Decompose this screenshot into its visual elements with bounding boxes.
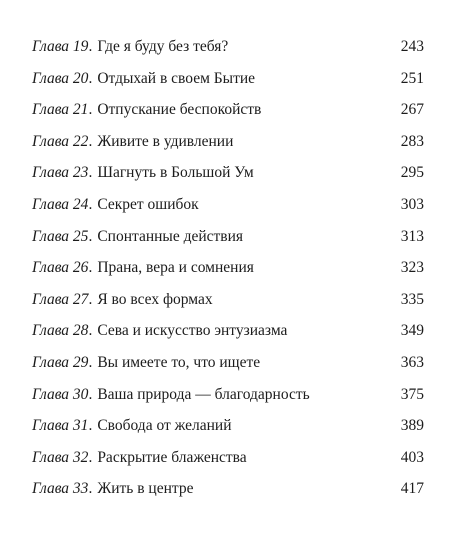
toc-entry[interactable] xyxy=(32,162,424,194)
chapter-separator: . xyxy=(88,322,93,340)
page-number: 335 xyxy=(400,290,424,308)
chapter-label: Глава 31 xyxy=(32,417,89,435)
chapter-separator: . xyxy=(88,290,93,308)
toc-entry[interactable] xyxy=(32,194,424,226)
toc-entry-heading xyxy=(32,131,233,153)
chapter-title: Спонтанные действия xyxy=(97,227,244,245)
chapter-title: Сева и искусство энтузиазма xyxy=(97,322,288,340)
toc-entry-heading xyxy=(32,447,247,469)
chapter-title: Вы имеете то, что ищете xyxy=(97,353,261,371)
chapter-title: Ваша природа — благодарность xyxy=(97,385,310,403)
toc-entry-heading xyxy=(32,68,255,90)
chapter-label: Глава 25 xyxy=(32,227,89,245)
chapter-separator: . xyxy=(88,259,93,277)
toc-entry-heading xyxy=(32,352,260,374)
toc-entry[interactable] xyxy=(32,384,424,416)
page-number: 251 xyxy=(400,69,424,87)
toc-entry[interactable] xyxy=(32,478,424,510)
chapter-label: Глава 33 xyxy=(32,480,89,498)
page-number: 303 xyxy=(400,195,424,213)
toc-entry[interactable] xyxy=(32,447,424,479)
page-number: 363 xyxy=(400,353,424,371)
chapter-separator: . xyxy=(88,132,93,150)
page-number: 389 xyxy=(400,417,424,435)
toc-entry-heading xyxy=(32,99,261,121)
chapter-separator: . xyxy=(88,353,93,371)
toc-entry-heading xyxy=(32,36,228,58)
chapter-separator: . xyxy=(88,101,93,119)
chapter-label: Глава 24 xyxy=(32,195,89,213)
table-of-contents xyxy=(32,36,424,510)
chapter-title: Секрет ошибок xyxy=(97,195,199,213)
page-number: 295 xyxy=(400,164,424,182)
toc-entry-heading xyxy=(32,226,243,248)
chapter-label: Глава 21 xyxy=(32,101,89,119)
chapter-separator: . xyxy=(88,417,93,435)
toc-entry[interactable] xyxy=(32,415,424,447)
chapter-label: Глава 27 xyxy=(32,290,89,308)
page-number: 349 xyxy=(400,322,424,340)
chapter-title: Свобода от желаний xyxy=(97,417,232,435)
toc-entry[interactable] xyxy=(32,352,424,384)
chapter-separator: . xyxy=(88,195,93,213)
chapter-title: Отдыхай в своем Бытие xyxy=(97,69,256,87)
toc-entry-heading xyxy=(32,415,232,437)
chapter-separator: . xyxy=(88,69,93,87)
toc-entry-heading xyxy=(32,257,254,279)
chapter-title: Отпускание беспокойств xyxy=(97,101,262,119)
toc-entry[interactable] xyxy=(32,226,424,258)
toc-entry-heading xyxy=(32,194,199,216)
chapter-title: Жить в центре xyxy=(97,480,194,498)
chapter-separator: . xyxy=(88,385,93,403)
chapter-label: Глава 26 xyxy=(32,259,89,277)
page-number: 283 xyxy=(400,132,424,150)
toc-entry[interactable] xyxy=(32,36,424,68)
chapter-title: Я во всех формах xyxy=(97,290,213,308)
toc-entry-heading xyxy=(32,320,287,342)
chapter-label: Глава 32 xyxy=(32,448,89,466)
chapter-title: Живите в удивлении xyxy=(97,132,234,150)
page-number: 313 xyxy=(400,227,424,245)
toc-entry-heading xyxy=(32,384,310,406)
chapter-label: Глава 30 xyxy=(32,385,89,403)
toc-entry-heading xyxy=(32,162,254,184)
chapter-title: Где я буду без тебя? xyxy=(97,38,229,55)
page-number: 403 xyxy=(400,448,424,466)
toc-entry-heading xyxy=(32,289,213,311)
page-number: 417 xyxy=(400,480,424,498)
toc-entry[interactable] xyxy=(32,131,424,163)
chapter-label: Глава 22 xyxy=(32,132,89,150)
chapter-label: Глава 20 xyxy=(32,69,89,87)
toc-entry[interactable] xyxy=(32,99,424,131)
page-number: 243 xyxy=(400,38,424,55)
chapter-title: Раскрытие блаженства xyxy=(97,448,247,466)
toc-entry-heading xyxy=(32,478,193,500)
chapter-label: Глава 23 xyxy=(32,164,89,182)
chapter-separator: . xyxy=(88,227,93,245)
chapter-title: Прана, вера и сомнения xyxy=(97,259,254,277)
toc-entry[interactable] xyxy=(32,289,424,321)
chapter-separator: . xyxy=(88,38,93,55)
chapter-separator: . xyxy=(88,164,93,182)
chapter-separator: . xyxy=(88,480,93,498)
chapter-label: Глава 28 xyxy=(32,322,89,340)
chapter-label: Глава 29 xyxy=(32,353,89,371)
toc-entry[interactable] xyxy=(32,68,424,100)
chapter-title: Шагнуть в Большой Ум xyxy=(97,164,254,182)
toc-entry[interactable] xyxy=(32,257,424,289)
page-number: 323 xyxy=(400,259,424,277)
chapter-separator: . xyxy=(88,448,93,466)
chapter-label: Глава 19 xyxy=(32,38,89,55)
page-number: 375 xyxy=(400,385,424,403)
page-number: 267 xyxy=(400,101,424,119)
toc-entry[interactable] xyxy=(32,320,424,352)
